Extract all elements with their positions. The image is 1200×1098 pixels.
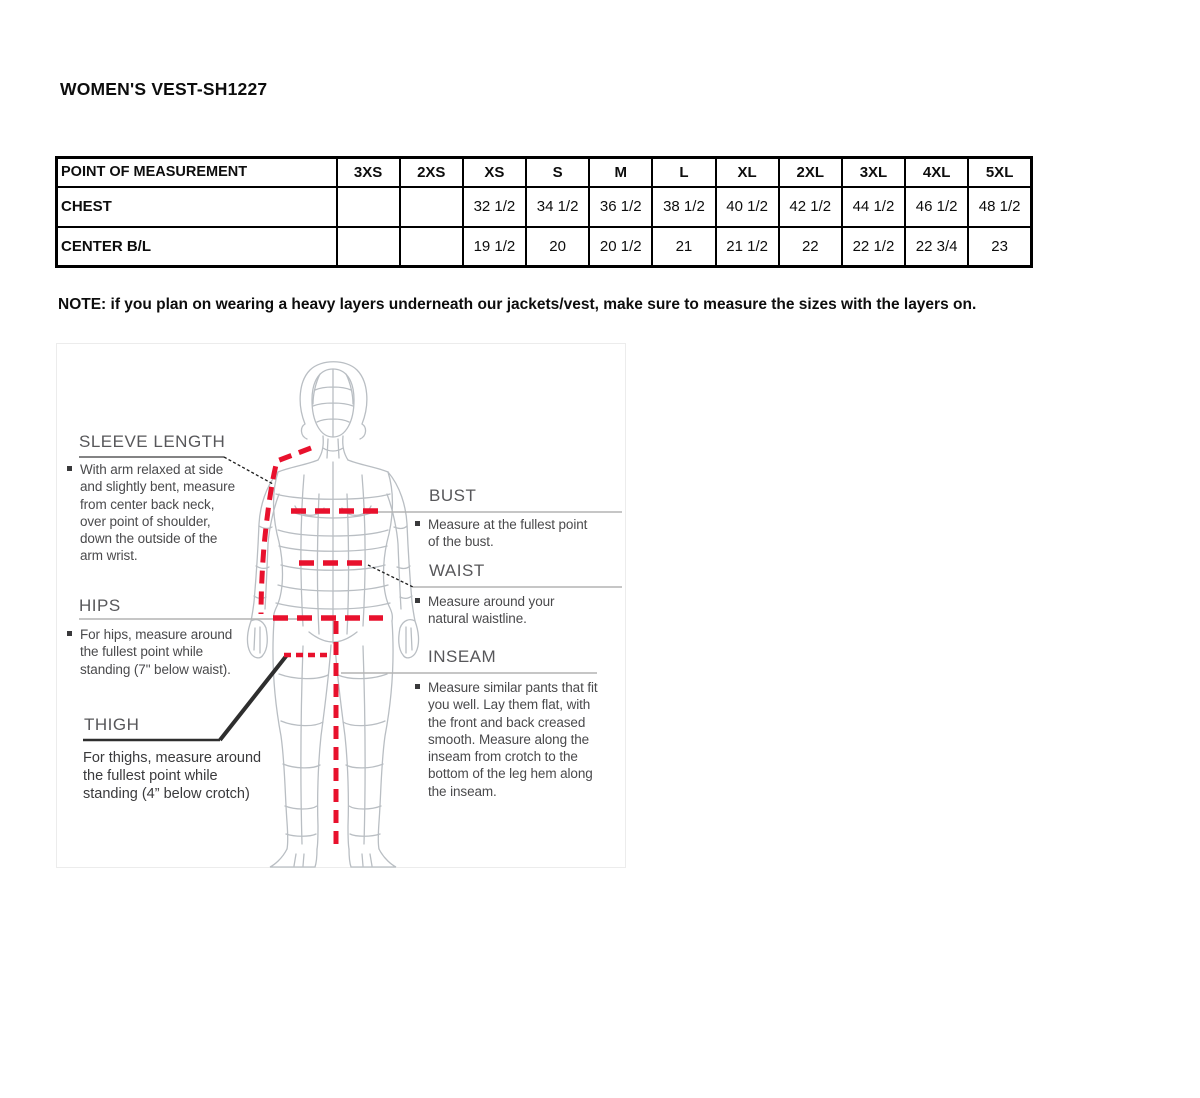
thigh-title: THIGH <box>84 715 140 734</box>
column-header-3xs: 3XS <box>337 158 400 187</box>
cell-centerbl-5xl: 23 <box>968 227 1031 267</box>
column-header-4xl: 4XL <box>905 158 968 187</box>
square-bullet-icon <box>415 598 420 603</box>
bust-description: Measure at the fullest point of the bust. <box>415 516 597 551</box>
cell-centerbl-xl: 21 1/2 <box>716 227 779 267</box>
row-label-center-bl: CENTER B/L <box>57 227 337 267</box>
cell-centerbl-xs: 19 1/2 <box>463 227 526 267</box>
cell-centerbl-2xl: 22 <box>779 227 842 267</box>
cell-centerbl-2xs <box>400 227 463 267</box>
column-header-2xs: 2XS <box>400 158 463 187</box>
column-header-point-of-measurement: POINT OF MEASUREMENT <box>57 158 337 187</box>
waist-title: WAIST <box>429 561 485 580</box>
note-text: NOTE: if you plan on wearing a heavy layers underneath our jackets/vest, make sure to measure the sizes with the layers on. <box>58 296 977 313</box>
column-header-5xl: 5XL <box>968 158 1031 187</box>
cell-centerbl-l: 21 <box>652 227 715 267</box>
waist-description: Measure around your natural waistline. <box>415 593 597 628</box>
column-header-m: M <box>589 158 652 187</box>
cell-chest-s: 34 1/2 <box>526 187 589 227</box>
row-label-chest: CHEST <box>57 187 337 227</box>
cell-chest-2xl: 42 1/2 <box>779 187 842 227</box>
cell-centerbl-m: 20 1/2 <box>589 227 652 267</box>
square-bullet-icon <box>415 684 420 689</box>
size-chart-table <box>55 156 1033 268</box>
column-header-xs: XS <box>463 158 526 187</box>
cell-chest-4xl: 46 1/2 <box>905 187 968 227</box>
cell-centerbl-3xl: 22 1/2 <box>842 227 905 267</box>
column-header-l: L <box>652 158 715 187</box>
sleeve-length-title: SLEEVE LENGTH <box>79 432 226 451</box>
square-bullet-icon <box>67 466 72 471</box>
bust-title: BUST <box>429 486 477 505</box>
cell-chest-5xl: 48 1/2 <box>968 187 1031 227</box>
measurement-diagram <box>56 343 626 868</box>
square-bullet-icon <box>415 521 420 526</box>
column-header-3xl: 3XL <box>842 158 905 187</box>
page-title: WOMEN'S VEST-SH1227 <box>60 79 268 99</box>
hips-description: For hips, measure around the fullest point while standing (7" below waist). <box>67 626 239 678</box>
column-header-2xl: 2XL <box>779 158 842 187</box>
cell-chest-2xs <box>400 187 463 227</box>
thigh-description: For thighs, measure around the fullest point while standing (4” below crotch) <box>83 750 262 802</box>
table-row-chest <box>57 187 1032 227</box>
sleeve-length-description: With arm relaxed at side and slightly bent, measure from center back neck, over point of shoulder, down the outside of the arm wrist. <box>67 461 235 565</box>
square-bullet-icon <box>67 631 72 636</box>
cell-chest-3xl: 44 1/2 <box>842 187 905 227</box>
inseam-description: Measure similar pants that fit you well. Lay them flat, with the front and back creased smooth. Measure along the inseam from crotch to the bottom of the leg hem along the inseam. <box>415 679 603 800</box>
cell-chest-xs: 32 1/2 <box>463 187 526 227</box>
table-header-row <box>57 158 1032 187</box>
hips-title: HIPS <box>79 596 121 615</box>
cell-chest-m: 36 1/2 <box>589 187 652 227</box>
column-header-xl: XL <box>716 158 779 187</box>
cell-centerbl-s: 20 <box>526 227 589 267</box>
cell-chest-xl: 40 1/2 <box>716 187 779 227</box>
cell-chest-l: 38 1/2 <box>652 187 715 227</box>
table-row-center-bl <box>57 227 1032 267</box>
inseam-title: INSEAM <box>428 647 497 666</box>
cell-chest-3xs <box>337 187 400 227</box>
column-header-s: S <box>526 158 589 187</box>
body-figure-wireframe <box>247 362 418 867</box>
cell-centerbl-4xl: 22 3/4 <box>905 227 968 267</box>
cell-centerbl-3xs <box>337 227 400 267</box>
